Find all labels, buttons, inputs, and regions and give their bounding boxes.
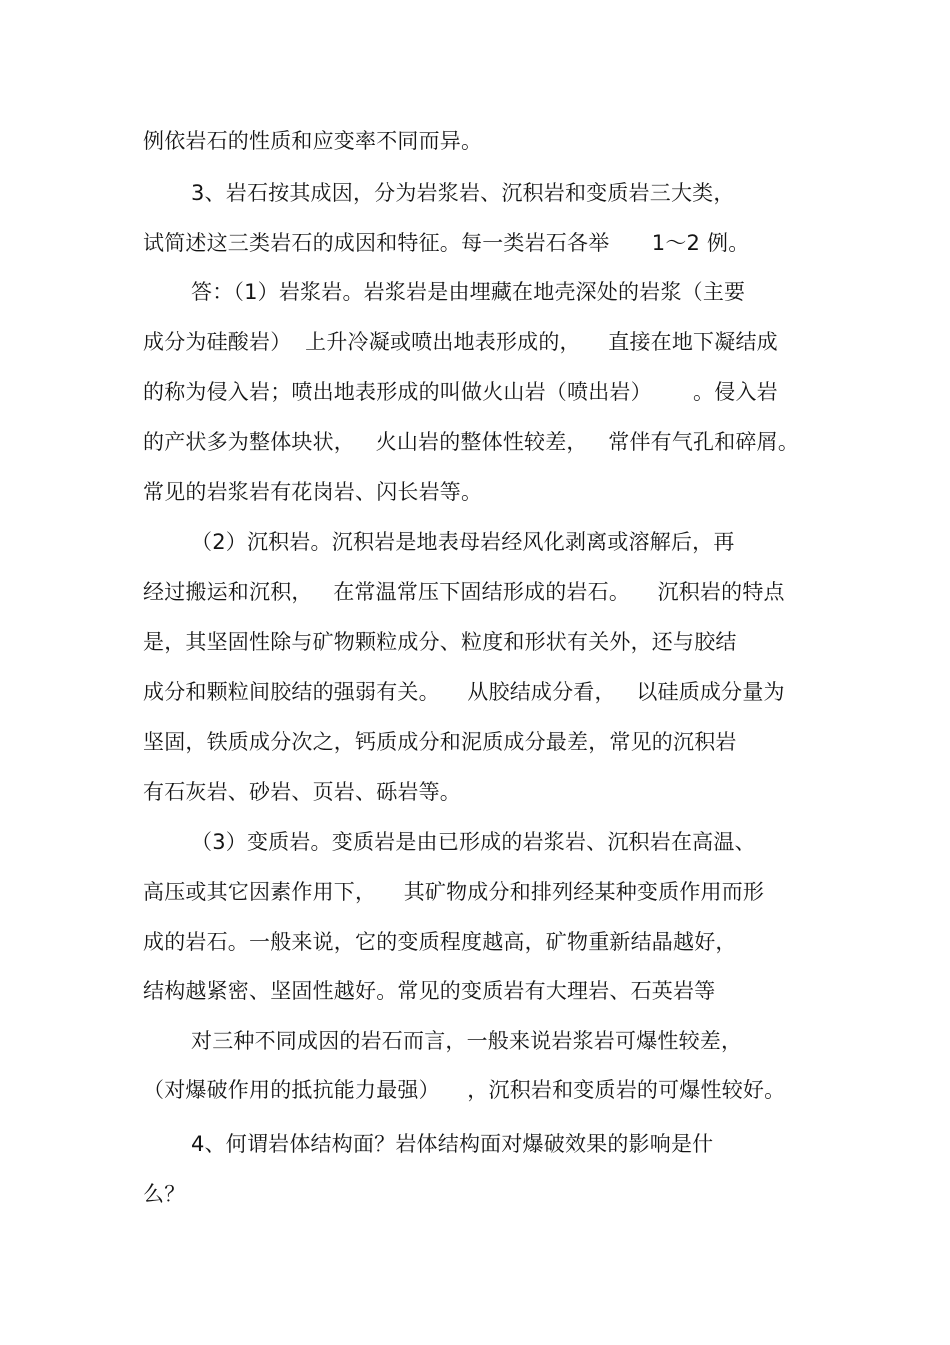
text-line: 试简述这三类岩石的成因和特征。每一类岩石各举 1～2 例。	[143, 231, 750, 255]
text-line: 坚固，铁质成分次之，钙质成分和泥质成分最差，常见的沉积岩	[143, 730, 737, 754]
text-line: 成的岩石。一般来说，它的变质程度越高，矿物重新结晶越好，	[143, 930, 737, 954]
text-line: 答：（1）岩浆岩。岩浆岩是由埋藏在地壳深处的岩浆（主要	[191, 280, 746, 304]
text-line: 例依岩石的性质和应变率不同而异。	[143, 129, 483, 153]
text-line: 对三种不同成因的岩石而言，一般来说岩浆岩可爆性较差，	[191, 1029, 743, 1053]
text-line: 的称为侵入岩；喷出地表形成的叫做火山岩（喷出岩） 。侵入岩	[143, 380, 778, 404]
text-line: 的产状多为整体块状， 火山岩的整体性较差， 常伴有气孔和碎屑。	[143, 430, 800, 454]
text-line: 是，其坚固性除与矿物颗粒成分、粒度和形状有关外，还与胶结	[143, 630, 737, 654]
text-line: 高压或其它因素作用下， 其矿物成分和排列经某种变质作用而形	[143, 880, 765, 904]
text-line: 常见的岩浆岩有花岗岩、闪长岩等。	[143, 480, 483, 504]
text-line: 经过搬运和沉积， 在常温常压下固结形成的岩石。 沉积岩的特点	[143, 580, 785, 604]
text-line: 3、岩石按其成因，分为岩浆岩、沉积岩和变质岩三大类，	[191, 181, 735, 205]
text-line: 么？	[143, 1182, 186, 1206]
text-line: （3）变质岩。变质岩是由已形成的岩浆岩、沉积岩在高温、	[191, 830, 756, 854]
text-line: 结构越紧密、坚固性越好。常见的变质岩有大理岩、石英岩等	[143, 979, 716, 1003]
text-line: 4、何谓岩体结构面？岩体结构面对爆破效果的影响是什	[191, 1132, 714, 1156]
text-line: 有石灰岩、砂岩、页岩、砾岩等。	[143, 780, 461, 804]
text-line: （对爆破作用的抵抗能力最强） ，沉积岩和变质岩的可爆性较好。	[143, 1078, 786, 1102]
text-line: （2）沉积岩。沉积岩是地表母岩经风化剥离或溶解后，再	[191, 530, 735, 554]
text-line: 成分为硅酸岩） 上升冷凝或喷出地表形成的， 直接在地下凝结成	[143, 330, 778, 354]
text-line: 成分和颗粒间胶结的强弱有关。 从胶结成分看， 以硅质成分量为	[143, 680, 785, 704]
